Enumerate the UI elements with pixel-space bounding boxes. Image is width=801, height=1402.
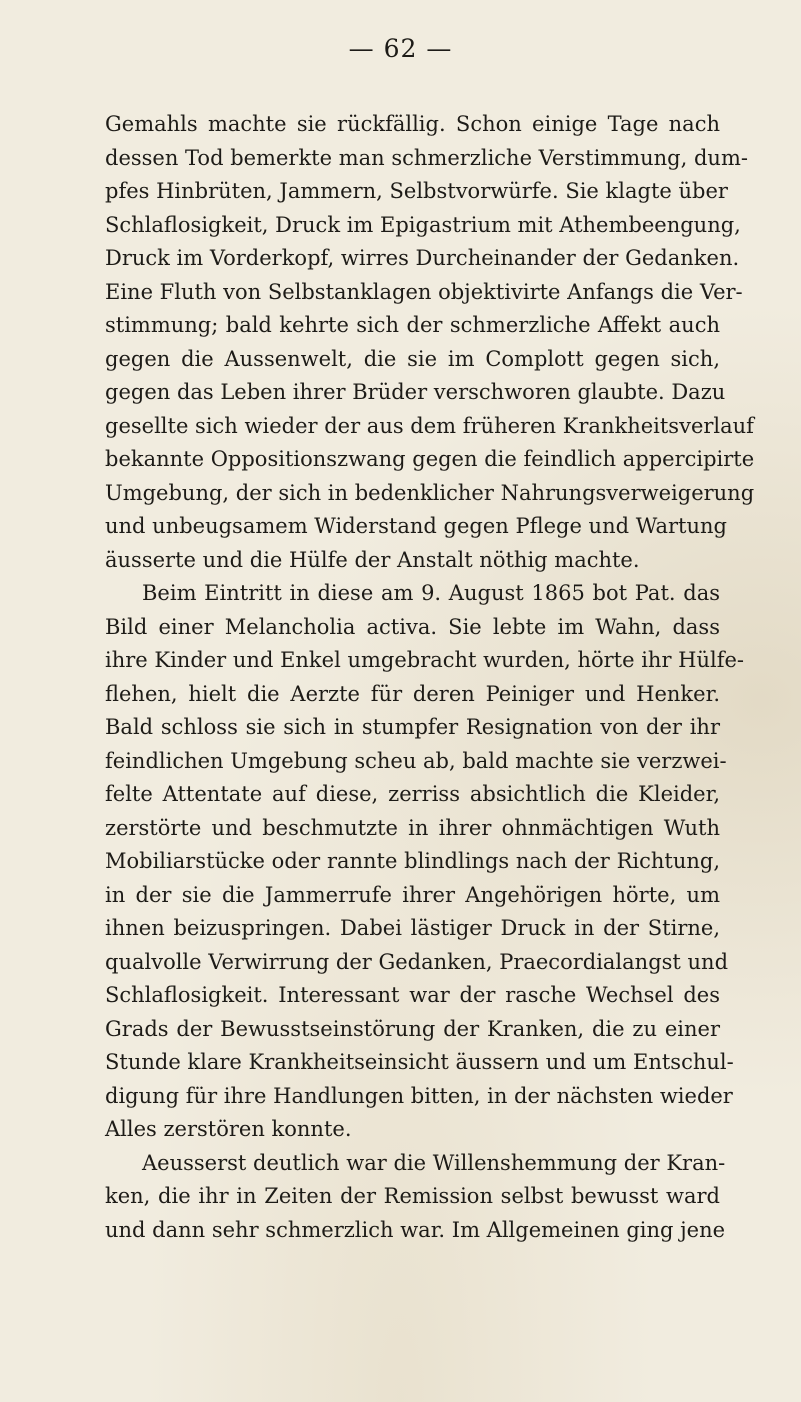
text-line: Bald schloss sie sich in stumpfer Resignation von der ihr [105, 715, 720, 739]
text-line: feindlichen Umgebung scheu ab, bald machte sie verzwei- [105, 748, 727, 773]
body-text [105, 108, 755, 1247]
text-line: felte Attentate auf diese, zerriss absichtlich die Kleider, [105, 782, 720, 806]
text-line: äusserte und die Hülfe der Anstalt nöthig machte. [105, 547, 640, 572]
text-line: Grads der Bewusstseinstörung der Kranken, die zu einer [105, 1016, 720, 1041]
text-line: qualvolle Verwirrung der Gedanken, Praecordialangst und [105, 949, 729, 974]
text-line: gesellte sich wieder der aus dem früheren Krankheitsverlauf [105, 413, 754, 438]
text-line: Eine Fluth von Selbstanklagen objektivirte Anfangs die Ver- [105, 279, 743, 304]
text-line: Bild einer Melancholia activa. Sie lebte im Wahn, dass [105, 614, 720, 639]
text-line: zerstörte und beschmutzte in ihrer ohnmächtigen Wuth [105, 815, 720, 840]
text-line: ken, die ihr in Zeiten der Remission selbst bewusst ward [105, 1184, 720, 1208]
text-line: und dann sehr schmerzlich war. Im Allgemeinen ging jene [105, 1217, 726, 1242]
page-number-header: — 62 — [348, 34, 453, 63]
text-line: und unbeugsamem Widerstand gegen Pflege und Wartung [105, 514, 727, 538]
text-line: Schlaflosigkeit, Druck im Epigastrium mit Athembeengung, [105, 212, 741, 237]
text-line: gegen die Aussenwelt, die sie im Complott gegen sich, [105, 346, 720, 371]
text-line: in der sie die Jammerrufe ihrer Angehörigen hörte, um [105, 882, 720, 907]
text-line: stimmung; bald kehrte sich der schmerzliche Affekt auch [105, 313, 720, 337]
text-line: ihnen beizuspringen. Dabei lästiger Druck in der Stirne, [105, 916, 720, 940]
text-line: bekannte Oppositionszwang gegen die feindlich appercipirte [105, 447, 755, 471]
text-line: Druck im Vorderkopf, wirres Durcheinander der Gedanken. [105, 246, 740, 270]
text-line: Gemahls machte sie rückfällig. Schon einige Tage nach [105, 112, 720, 136]
text-line: Umgebung, der sich in bedenklicher Nahrungsverweigerung [105, 480, 755, 505]
text-line: ihre Kinder und Enkel umgebracht wurden, hörte ihr Hülfe- [105, 648, 745, 672]
text-line: dessen Tod bemerkte man schmerzliche Verstimmung, dum- [105, 145, 748, 170]
text-line: Mobiliarstücke oder rannte blindlings nach der Richtung, [105, 849, 720, 873]
text-line: Alles zerstören konnte. [105, 1117, 352, 1141]
text-line: gegen das Leben ihrer Brüder verschworen glaubte. Dazu [105, 380, 726, 404]
paragraph-start-line: Aeusserst deutlich war die Willenshemmung der Kran- [142, 1150, 726, 1175]
text-line: Stunde klare Krankheitseinsicht äussern und um Entschul- [105, 1050, 734, 1074]
text-line: pfes Hinbrüten, Jammern, Selbstvorwürfe. Sie klagte über [105, 179, 728, 203]
paragraph-start-line: Beim Eintritt in diese am 9. August 1865 bot Pat. das [142, 581, 720, 605]
text-line: Schlaflosigkeit. Interessant war der rasche Wechsel des [105, 983, 720, 1007]
text-line: flehen, hielt die Aerzte für deren Peiniger und Henker. [105, 681, 720, 706]
text-line: digung für ihre Handlungen bitten, in der nächsten wieder [105, 1083, 733, 1108]
